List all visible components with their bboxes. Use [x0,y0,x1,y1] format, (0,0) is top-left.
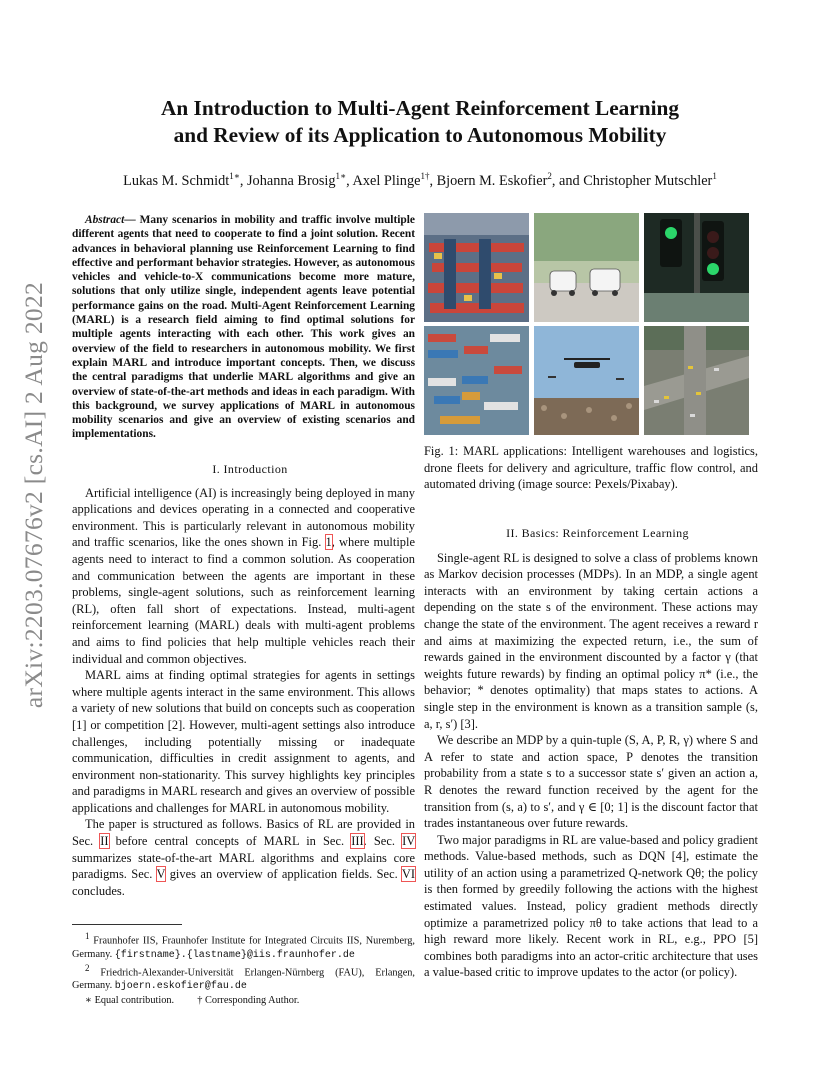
author-list: Lukas M. Schmidt$^{1∗}$, Johanna Brosig$^{1∗}$, Axel Plinge$^{1\dagger}$, Bjoern M. Eskofier$^2$, and Christopher Mutschler$^1$ [123,171,717,189]
author-name: Axel Plinge [352,172,421,189]
section-heading-basics: II. Basics: Reinforcement Learning [506,526,689,540]
author-mark: 1∗ [229,171,240,181]
traffic-light-photo [644,213,749,322]
intro-paragraph-3: The paper is structured as follows. Basics of RL are provided in Sec. II before central concepts of MARL in Sec. III. Sec. IV summarizes state-of-the-art MARL algorithms and explains core paradigms. Sec. V gives an overview of application fields. Sec. VI concludes. [72,817,415,898]
author-email-pattern: {firstname}.{lastname}@iis.fraunhofer.de [114,949,355,961]
author-name: Christopher Mutschler [583,172,713,189]
author-mark: 1 [712,171,717,181]
author-name: Johanna Brosig [246,172,336,189]
footnote-3: ∗ Equal contribution. † Corresponding Author. [85,994,300,1006]
author-mark: 1† [420,171,430,181]
author-name: Bjoern M. Eskofier [436,172,548,189]
intro-paragraph-2: MARL aims at finding optimal strategies for agents in settings where multiple agents interact in the same environment. This allows a variety of new solutions that build on concepts such as cooperation [1] or competition [2]. However, multi-agent settings also introduce challenges, including potentially missing or inadequate communication, difficulties in credit assignment to agents, and environment non-stationarity. This survey highlights key principles and paradigms in MARL research and gives an overview of possible applications and challenges for MARL in autonomous mobility. [72,668,415,815]
basics-paragraph-2: We describe an MDP by a quin-tuple (S, A, P, R, γ) where S and A refer to state and action space, P denotes the transition probability from a state s to a successor state s′ given an action a, R denotes the reward function received by the agent for the transition from (s, a) to s′, and γ ∈ [0; 1] is the discount factor that trades instantaneous over future rewards. [424,733,758,831]
author-email: bjoern.eskofier@fau.de [114,981,247,993]
arxiv-side-stamp [14,281,54,709]
basics-paragraph-3: Two major paradigms in RL are value-based and policy gradient methods. Value-based methods, such as DQN [4], estimate the utility of an action using a parametrized Q-network Qθ; the policy is then formed by greedily following the actions with the highest estimated values. Instead, policy gradient methods directly optimize a parametrized policy πθ to take actions that lead to a high reward more likely. Recent work in RL, e.g., PPO [5] combines both paradigms into an actor-critic architecture that uses a value-based critic to improve updates to the actor (or policy). [424,832,758,980]
section-reference-link-v[interactable]: V [156,867,166,882]
abstract [72,213,415,442]
right-column-body [424,525,758,981]
section-reference-link-iv[interactable]: IV [402,834,415,849]
section-heading-introduction: I. Introduction [212,462,288,476]
author-mark: 1∗ [335,171,347,181]
abstract-text: — Many scenarios in mobility and traffic involve multiple different agents that need to cooperate to find a joint solution. Recent advances in behavioral planning use Reinforcement Learning to find effective and performant behavior strategies. However, as autonomous vehicles and vehicle-to-X communications become more mature, solutions that only utilize single, independent agents leave potential performance gains on the road. Multi-Agent Reinforcement Learning (MARL) is a research field aiming to find optimal solutions for multiple agents interacting with each other. This work gives an overview of the field to researchers in autonomous mobility. We first explain MARL and introduce important concepts. Then, we discuss the central paradigms that underlie MARL algorithms and give an overview of state-of-the-art methods and ideas in each paradigm. With this background, we survey applications of MARL in autonomous mobility scenarios and give an overview of existing scenarios and implementations. [72,214,415,441]
basics-paragraph-1: Single-agent RL is designed to solve a class of problems known as Markov decision processes (MDPs). In an MDP, a single agent interacts with an environment by taking certain actions a depending on the state s of the environment. These actions may change the state of the environment. The agent receives a reward r and aims at maximizing the expected return, i.e., the sum of rewards gained in the environment discounted by a factor γ (that weights future rewards) by finding an optimal policy π* (i.e., the behavior; * denotes optimality) that maps states to actions. A single step in the environment is known as a transition sample (s, a, r, s′) [3]. [424,550,758,731]
author-mark: 2 [547,171,552,181]
warehouse-photo [424,213,529,322]
left-column-body [72,461,415,899]
abstract-label: Abstract [85,214,125,226]
city-traffic-photo [644,326,749,435]
footnote-1: $^1$ Fraunhofer IIS, Fraunhofer Institute for Integrated Circuits IIS, Nuremberg, Germany. {firstname}.{lastname}@iis.fraunhofer.de [72,931,415,961]
section-reference-link-iii[interactable]: III [351,834,364,849]
arxiv-identifier: arXiv:2203.07676v2 [cs.AI] 2 Aug 2022 [19,281,48,709]
section-reference-link-ii[interactable]: II [100,834,109,849]
section-reference-link-vi[interactable]: VI [401,867,415,882]
intro-paragraph-1: Artificial intelligence (AI) is increasingly being deployed in many applications and devices operating in a connected and cooperative environment. This is particularly relevant in autonomous mobility and traffic scenarios, like the ones shown in Fig. 1, where multiple agents need to interact to find a common solution. As cooperation and communication between the agents are important in these problems, single-agent solutions, such as reinforcement learning (RL), often fall short of expectations. Instead, multi-agent reinforcement learning (MARL) deals with multi-agent problems and aims to find policies that help multiple vehicles reach their individual and common objectives. [72,485,415,666]
footnotes [72,930,415,1007]
delivery-robots-photo [534,213,639,322]
drone-photo [534,326,639,435]
title-line-2: and Review of its Application to Autonomous Mobility [173,123,667,147]
figure-1-image-grid [424,213,744,435]
figure-1-caption: Fig. 1: MARL applications: Intelligent warehouses and logistics, drone fleets for delivery and agriculture, traffic flow control, and automated driving (image source: Pexels/Pixabay). [424,444,758,492]
footnote-rule [72,924,182,925]
title-line-1: An Introduction to Multi-Agent Reinforcement Learning [161,96,679,120]
container-port-photo [424,326,529,435]
figure-reference-link[interactable]: 1 [325,535,332,550]
author-name: Lukas M. Schmidt [123,172,230,189]
paper-title [100,95,740,149]
footnote-2: $^2$ Friedrich-Alexander-Universität Erlangen-Nürnberg (FAU), Erlangen, Germany. bjoern.eskofier@fau.de [72,962,415,993]
